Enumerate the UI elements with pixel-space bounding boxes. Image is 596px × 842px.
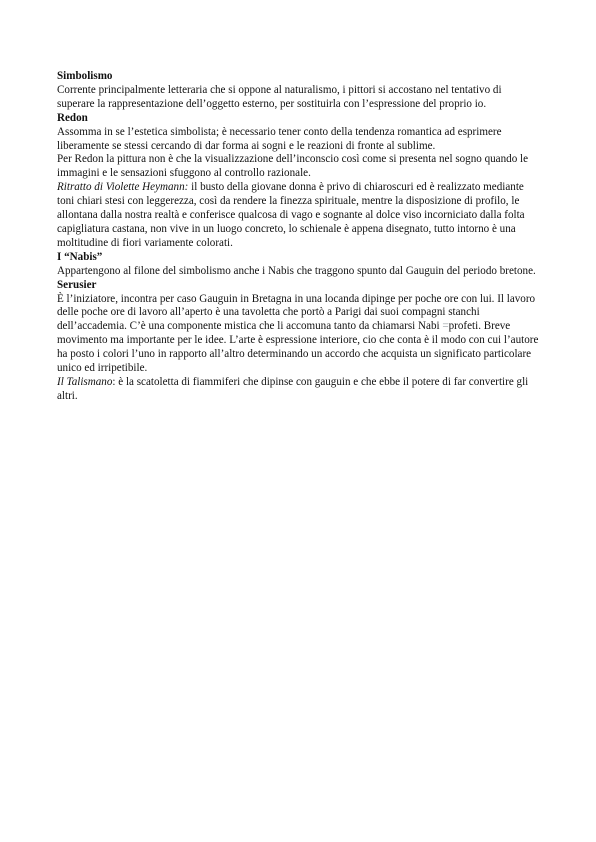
equals-sign: = xyxy=(442,320,449,333)
document-page xyxy=(57,70,541,404)
heading-redon: Redon xyxy=(57,111,88,124)
paragraph-talismano xyxy=(57,376,541,404)
paragraph-serusier xyxy=(57,293,541,376)
artwork-title-ritratto: Ritratto di Violette Heymann: xyxy=(57,181,189,194)
paragraph-ritratto xyxy=(57,181,541,251)
paragraph-redon-1: Assomma in se l’estetica simbolista; è necessario tener conto della tendenza romantica ad esprimere liberamente se stessi cercando di dar forma ai sogni e le reazioni di fronte al sublime. xyxy=(57,125,502,152)
heading-simbolismo: Simbolismo xyxy=(57,70,113,82)
paragraph-simbolismo: Corrente principalmente letteraria che si oppone al naturalismo, i pittori si accostano nel tentativo di superare la rappresentazione dell’oggetto esterno, per sostituirla con l’espressione del proprio io. xyxy=(57,83,502,110)
paragraph-nabis: Appartengono al filone del simbolismo anche i Nabis che traggono spunto dal Gauguin del periodo bretone. xyxy=(57,264,536,277)
artwork-text-ritratto: il busto della giovane donna è privo di chiaroscuri ed è realizzato mediante toni chiari stesi con leggerezza, così da rendere la finezza spirituale, mentre la disposizione di profilo, le allontana dalla nostra realtà e conferisce qualcosa di vago e sognante al dolce viso incorniciato dalla folta capigliatura castana, non vive in un luogo concreto, lo schienale è appena disegnato, tutto intorno è una moltitudine di fiori variamente colorati. xyxy=(57,181,525,249)
paragraph-serusier-continuation: profeti. Breve movimento ma importante per le idee. L’arte è espressione interiore, cio che conta è il modo con cui l’autore ha posto i colori l’uno in rapporto all’altro determinando un accordo che acquista un significato particolare unico ed irripetibile. xyxy=(57,320,539,375)
heading-serusier: Serusier xyxy=(57,278,97,291)
paragraph-redon-2: Per Redon la pittura non è che la visualizzazione dell’inconscio così come si presenta nel sogno quando le immagini e le sensazioni sfuggono al controllo razionale. xyxy=(57,153,529,180)
artwork-text-talismano: : è la scatoletta di fiammiferi che dipinse con gauguin e che ebbe il potere di far convertire gli altri. xyxy=(57,375,529,402)
artwork-title-talismano: Il Talismano xyxy=(57,375,113,388)
heading-nabis: I “Nabis” xyxy=(57,250,103,263)
paragraph-serusier-main: È l’iniziatore, incontra per caso Gauguin in Bretagna in una locanda dipinge per poche ore con lui. Il lavoro delle poche ore di lavoro all’aperto è una tavoletta che portò a Parigi dai suoi compagni stanchi dell’accademia. C’è una componente mistica che li accomuna tanto da chiamarsi Nabi xyxy=(57,292,536,333)
